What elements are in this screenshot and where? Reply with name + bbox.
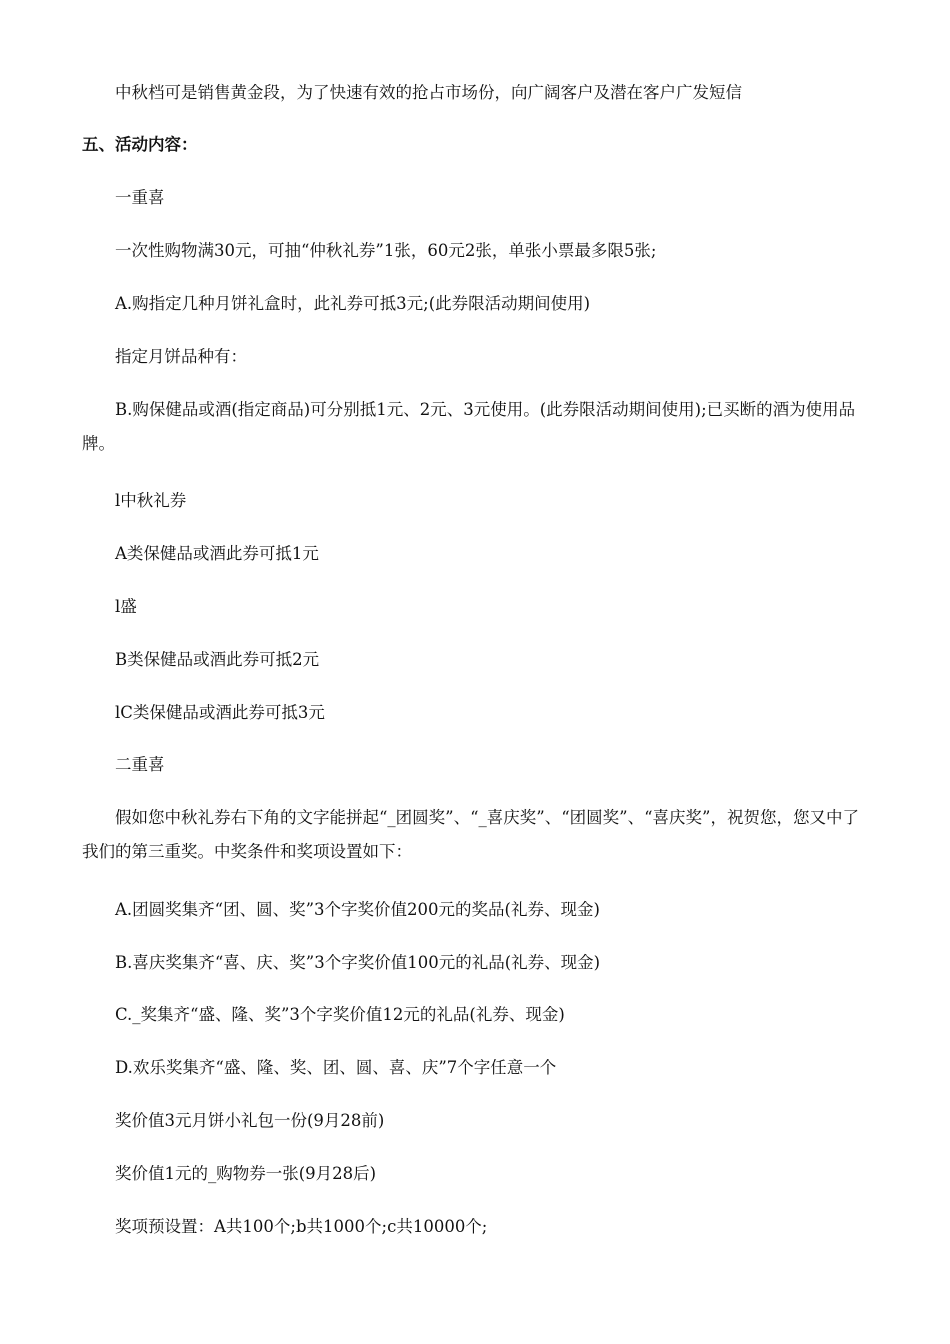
paragraph-prize-a: A.团圆奖集齐“团、圆、奖”3个字奖价值200元的奖品(礼券、现金) <box>115 900 600 919</box>
paragraph-purchase-rule: 一次性购物满30元，可抽“仲秋礼券”1张，60元2张，单张小票最多限5张; <box>115 241 657 260</box>
paragraph-second-prize-title: 二重喜 <box>115 755 165 774</box>
paragraph-class-a: A类保健品或酒此券可抵1元 <box>115 544 319 563</box>
paragraph-prize-d: D.欢乐奖集齐“盛、隆、奖、团、圆、喜、庆”7个字任意一个 <box>115 1058 557 1077</box>
paragraph-rule-a: A.购指定几种月饼礼盒时，此礼券可抵3元;(此券限活动期间使用) <box>115 294 591 313</box>
paragraph-prize-quantities: 奖项预设置：A共100个;b共1000个;c共10000个; <box>115 1217 488 1236</box>
paragraph-first-prize-title: 一重喜 <box>115 188 165 207</box>
paragraph-sheng: l盛 <box>115 597 137 616</box>
paragraph-voucher-title: l中秋礼券 <box>115 491 187 510</box>
paragraph-rule-b: B.购保健品或酒(指定商品)可分别抵1元、2元、3元使用。(此券限活动期间使用);已买断的酒为使用品牌。 <box>82 400 856 453</box>
paragraph-prize-before: 奖价值3元月饼小礼包一份(9月28前) <box>115 1111 385 1130</box>
paragraph-class-c: lC类保健品或酒此券可抵3元 <box>115 703 325 722</box>
paragraph-prize-after: 奖价值1元的_购物券一张(9月28后) <box>115 1164 377 1183</box>
paragraph-prize-c: C._奖集齐“盛、隆、奖”3个字奖价值12元的礼品(礼券、现金) <box>115 1005 565 1024</box>
paragraph-mooncake-types: 指定月饼品种有： <box>115 347 247 366</box>
paragraph-intro: 中秋档可是销售黄金段，为了快速有效的抢占市场份，向广阔客户及潜在客户广发短信 <box>115 83 742 102</box>
paragraph-second-prize-desc: 假如您中秋礼券右下角的文字能拼起“_团圆奖”、“_喜庆奖”、“团圆奖”、“喜庆奖”，祝贺您，您又中了我们的第三重奖。中奖条件和奖项设置如下： <box>82 808 859 861</box>
paragraph-prize-b: B.喜庆奖集齐“喜、庆、奖”3个字奖价值100元的礼品(礼券、现金) <box>115 953 601 972</box>
paragraph-class-b: B类保健品或酒此券可抵2元 <box>115 650 320 669</box>
section-heading-activity-content: 五、活动内容： <box>82 135 198 154</box>
